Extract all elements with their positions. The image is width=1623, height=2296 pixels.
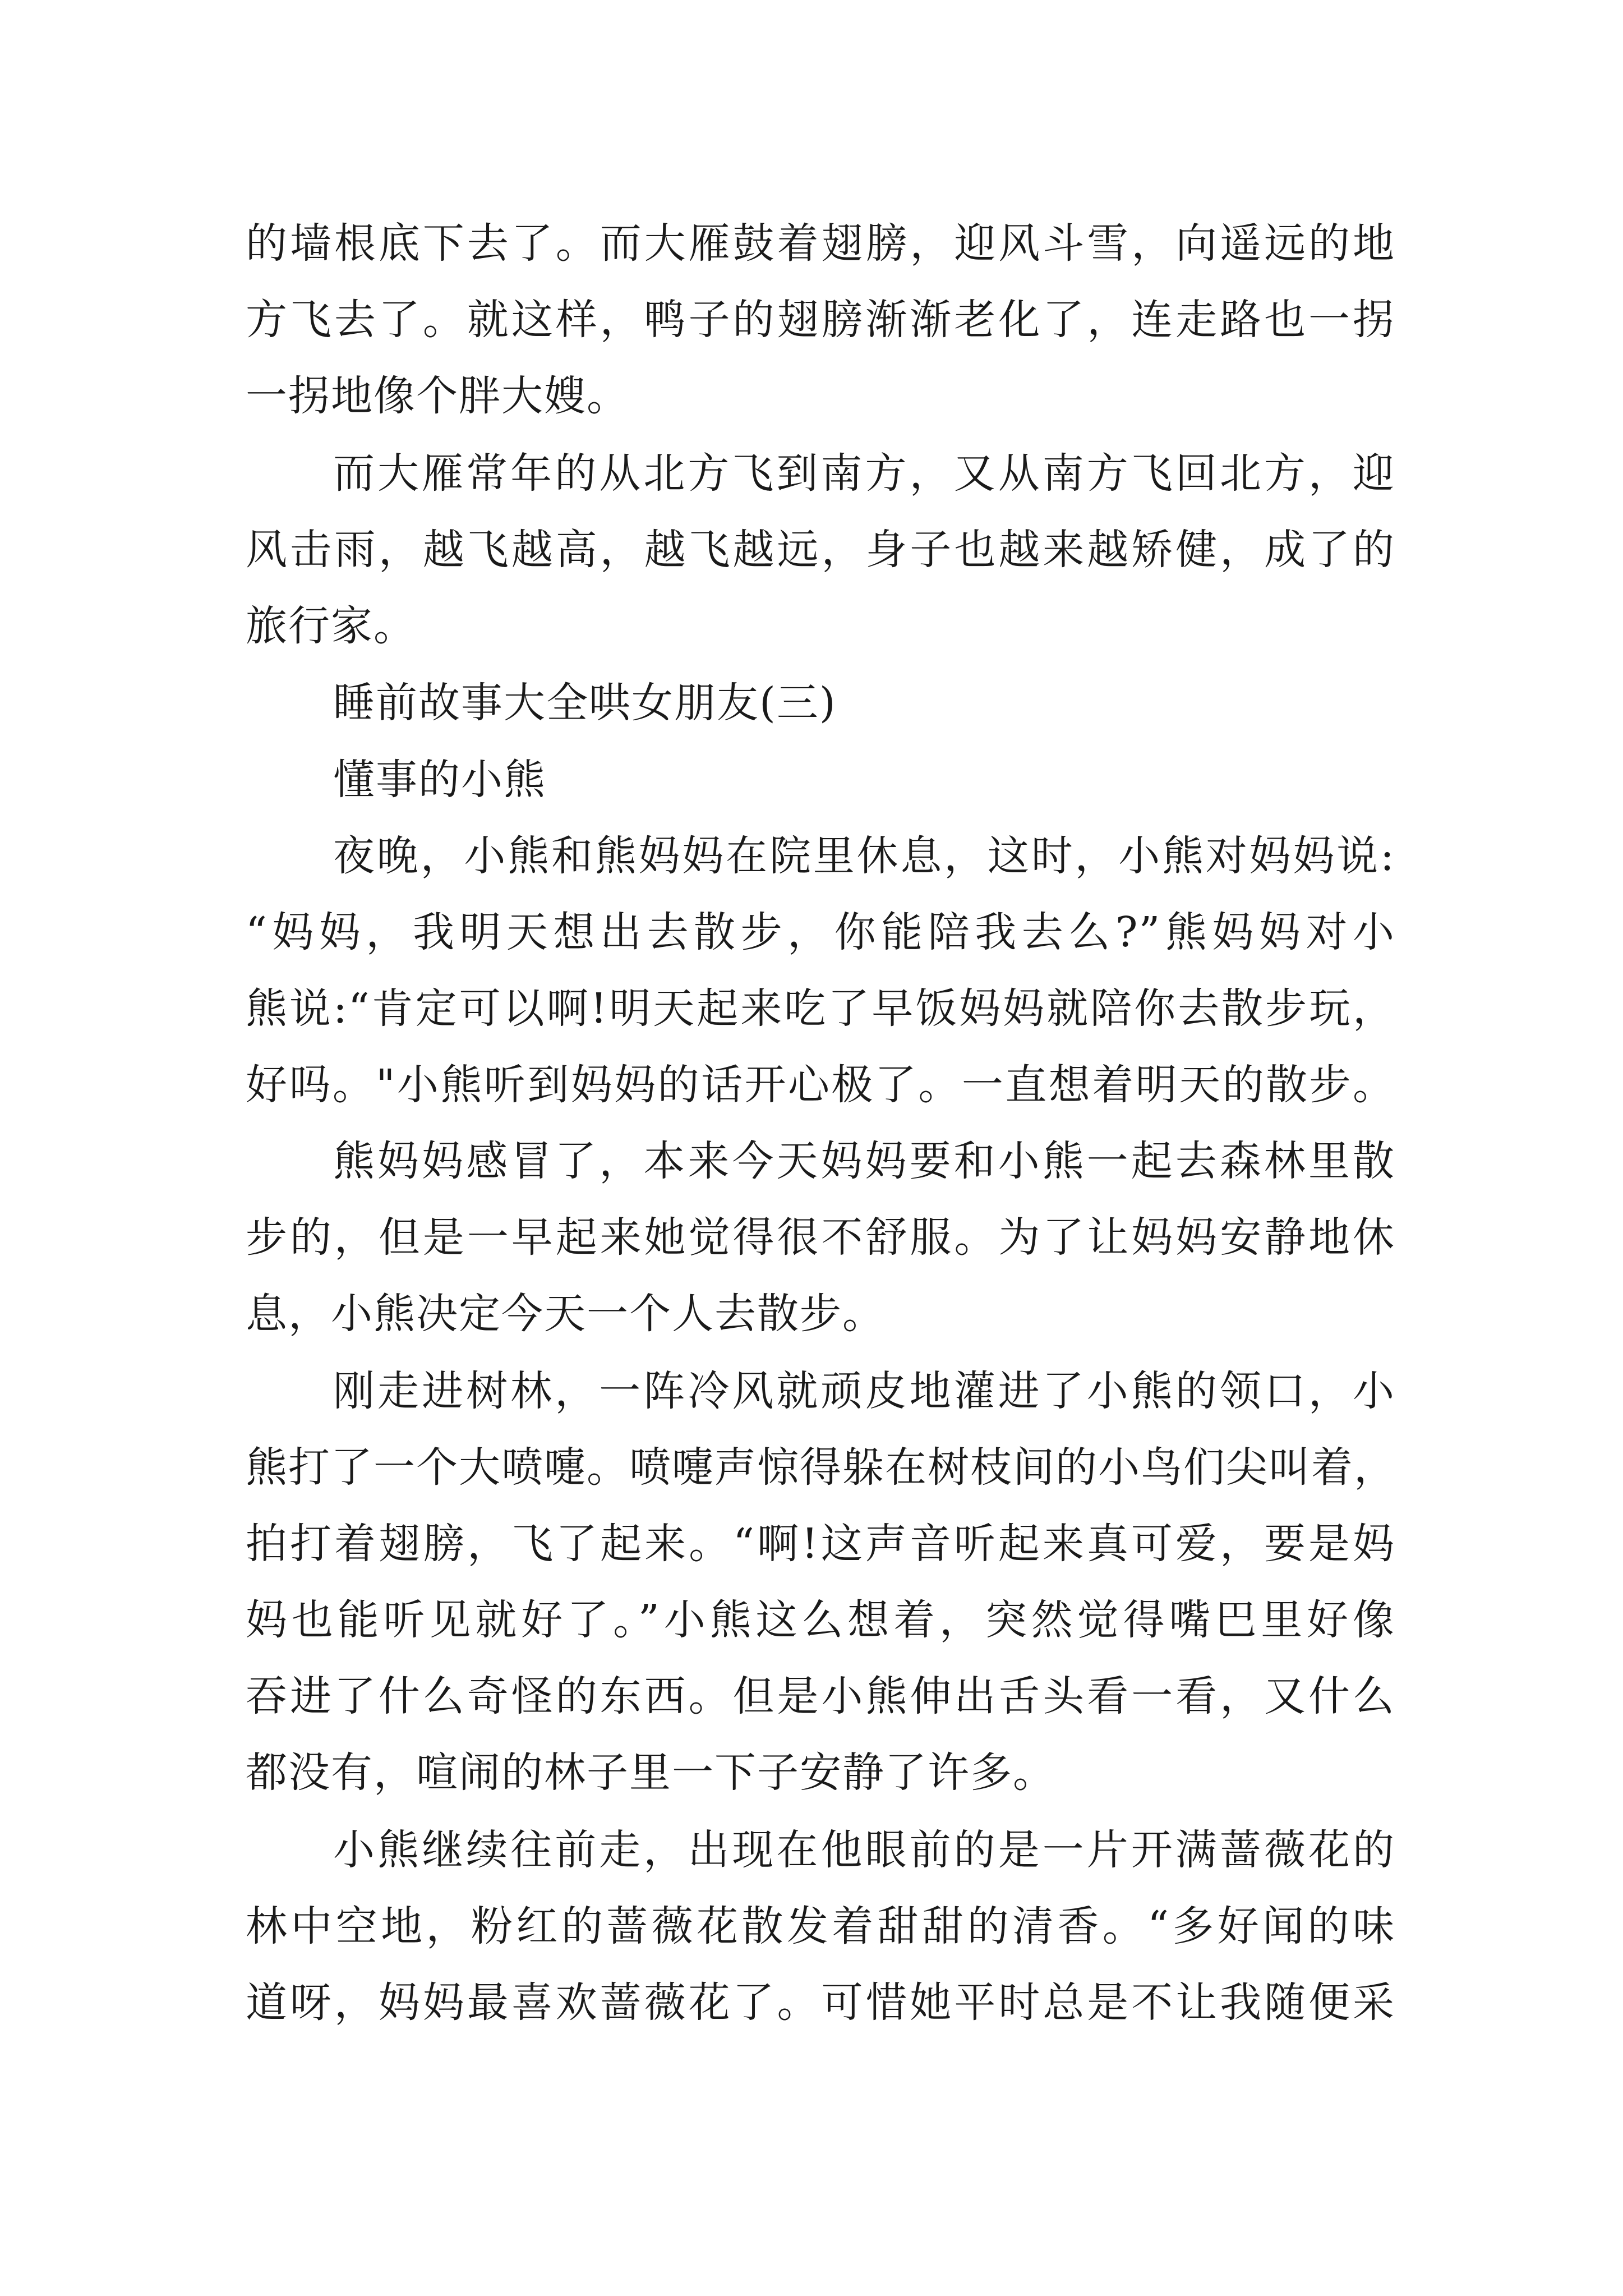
text-line: 息，小熊决定今天一个人去散步。 <box>246 1290 885 1338</box>
text-line: 拍打着翅膀，飞了起来。“啊!这声音听起来真可爱，要是妈 <box>246 1520 1395 1568</box>
text-line: 妈也能听见就好了。”小熊这么想着，突然觉得嘴巴里好像 <box>246 1596 1395 1644</box>
paragraph-first-line: 小熊继续往前走，出现在他眼前的是一片开满蔷薇花的 <box>333 1826 1395 1874</box>
text-line: 旅行家。 <box>246 602 416 650</box>
paragraph-first-line: 夜晚，小熊和熊妈妈在院里休息，这时，小熊对妈妈说: <box>333 832 1395 880</box>
text-line: 都没有，喧闹的林子里一下子安静了许多。 <box>246 1749 1055 1797</box>
text-line: 方飞去了。就这样，鸭子的翅膀渐渐老化了，连走路也一拐 <box>246 296 1395 344</box>
text-line: 熊打了一个大喷嚏。喷嚏声惊得躲在树枝间的小鸟们尖叫着， <box>246 1443 1396 1492</box>
text-line: 吞进了什么奇怪的东西。但是小熊伸出舌头看一看，又什么 <box>246 1672 1395 1720</box>
text-line: 步的，但是一早起来她觉得很不舒服。为了让妈妈安静地休 <box>246 1213 1395 1262</box>
text-line: 林中空地，粉红的蔷薇花散发着甜甜的清香。“多好闻的味 <box>246 1902 1395 1950</box>
paragraph-first-line: 熊妈妈感冒了，本来今天妈妈要和小熊一起去森林里散 <box>333 1137 1395 1185</box>
paragraph-first-line: 刚走进树林，一阵冷风就顽皮地灌进了小熊的领口，小 <box>333 1367 1395 1415</box>
text-line: 熊说:“肯定可以啊!明天起来吃了早饭妈妈就陪你去散步玩， <box>246 984 1395 1033</box>
paragraph-first-line: 而大雁常年的从北方飞到南方，又从南方飞回北方，迎 <box>333 449 1395 498</box>
text-line: 的墙根底下去了。而大雁鼓着翅膀，迎风斗雪，向遥远的地 <box>246 219 1395 268</box>
section-title: 睡前故事大全哄女朋友(三) <box>333 679 837 727</box>
text-line: “妈妈，我明天想出去散步，你能陪我去么?”熊妈妈对小 <box>246 908 1395 956</box>
text-line: 好吗。"小熊听到妈妈的话开心极了。一直想着明天的散步。 <box>246 1061 1395 1109</box>
story-title: 懂事的小熊 <box>333 756 546 804</box>
text-line: 风击雨，越飞越高，越飞越远，身子也越来越矫健，成了的 <box>246 526 1395 574</box>
text-line: 一拐地像个胖大嫂。 <box>246 372 629 420</box>
text-line: 道呀，妈妈最喜欢蔷薇花了。可惜她平时总是不让我随便采 <box>246 1978 1395 2027</box>
